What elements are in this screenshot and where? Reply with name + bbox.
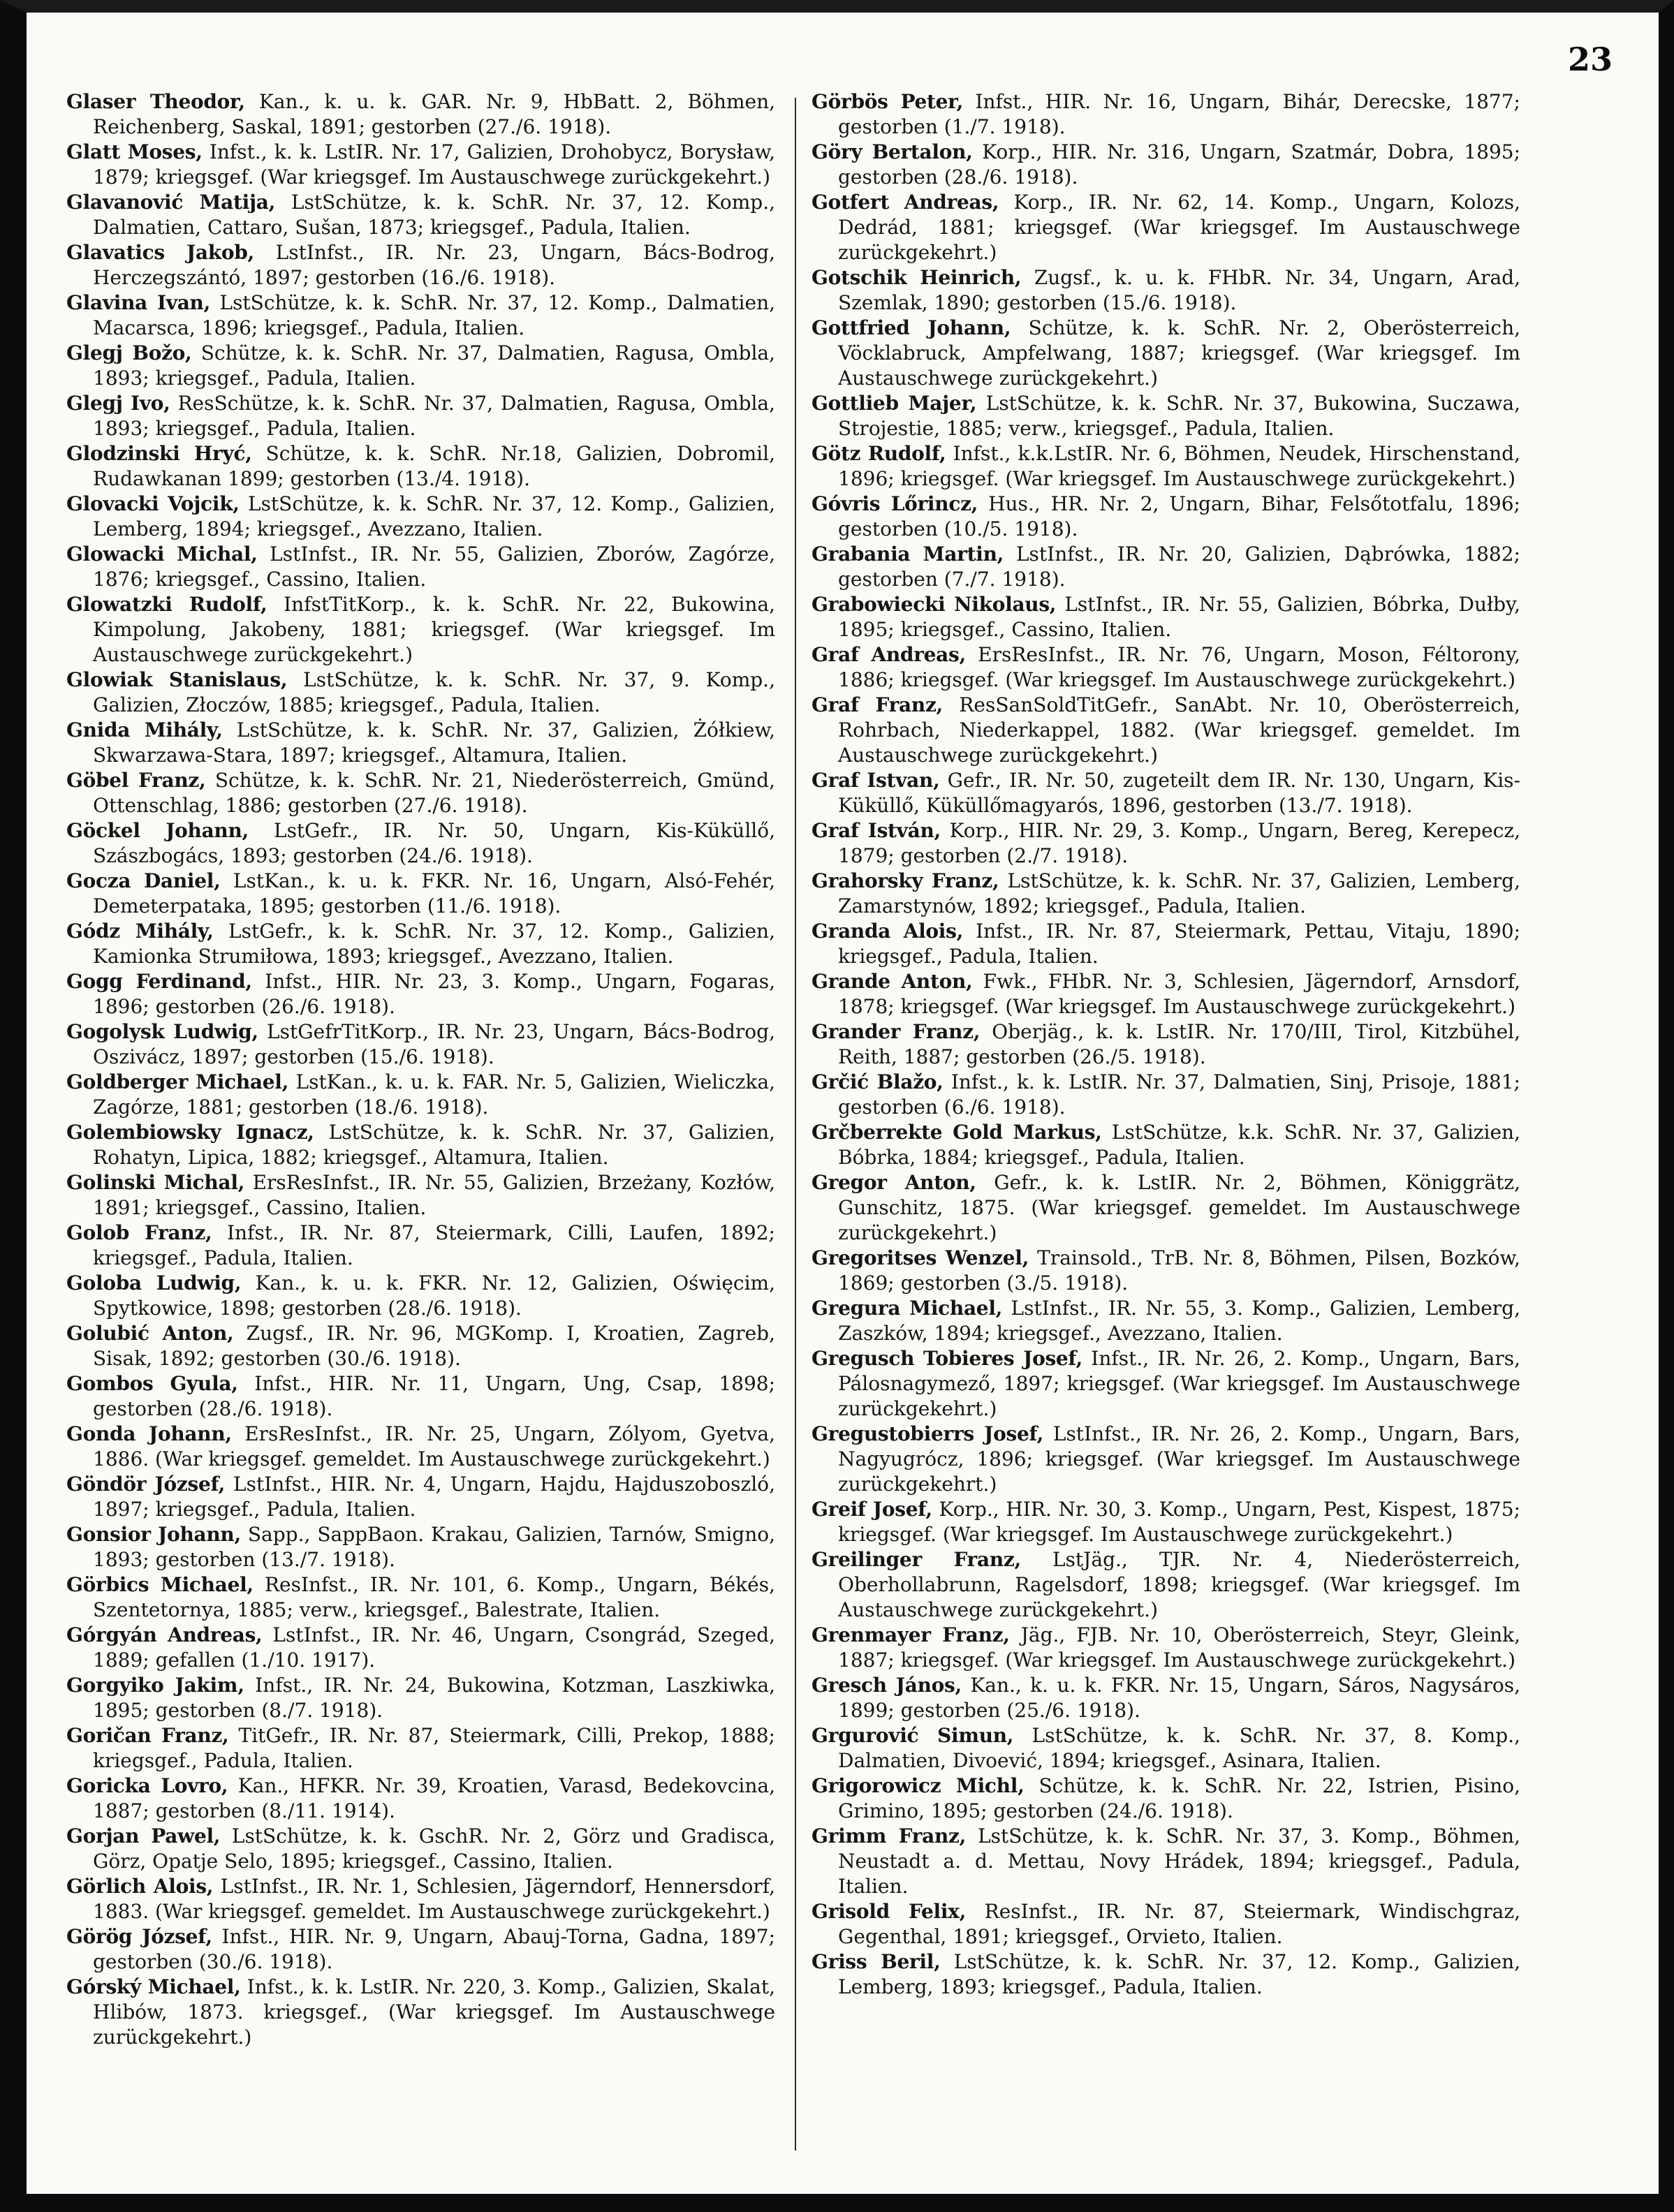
register-entry xyxy=(812,1949,1520,2000)
entry-details: Hus., HR. Nr. 2, Ungarn, Bihar, Felsőtotfalu, 1896; gestorben (10./5. 1918). xyxy=(838,492,1520,540)
register-entry xyxy=(66,668,775,718)
register-entry xyxy=(66,1774,775,1824)
entry-details: ResInfst., IR. Nr. 101, 6. Komp., Ungarn, Békés, Szentetornya, 1885; verw., kriegsgef., Balestrate, Italien. xyxy=(93,1573,775,1621)
entry-name: Gombos Gyula, xyxy=(66,1372,238,1395)
entry-details: ErsResInfst., IR. Nr. 76, Ungarn, Moson, Féltorony, 1886; kriegsgef. (War kriegsgef. Im Austauschwege zurückgekehrt.) xyxy=(838,643,1520,691)
entry-details: LstSchütze, k. k. SchR. Nr. 37, 3. Komp., Böhmen, Neustadt a. d. Mettau, Novy Hrádek, 1894; kriegsgef., Padula, Italien. xyxy=(838,1824,1520,1898)
entry-details: ResSanSoldTitGefr., SanAbt. Nr. 10, Oberösterreich, Rohrbach, Niederkappel, 1882. (War kriegsgef. gemeldet. Im Austauschwege zurückgekehrt.) xyxy=(838,693,1520,767)
register-entry xyxy=(812,1497,1520,1547)
entry-details: Korp., HIR. Nr. 316, Ungarn, Szatmár, Dobra, 1895; gestorben (28./6. 1918). xyxy=(838,140,1520,189)
register-entry xyxy=(66,919,775,969)
entry-details: Schütze, k. k. SchR. Nr. 21, Niederösterreich, Gmünd, Ottenschlag, 1886; gestorben (27./6. 1918). xyxy=(93,769,775,817)
register-entry xyxy=(812,642,1520,693)
entry-name: Glavatics Jakob, xyxy=(66,241,254,264)
entry-details: ErsResInfst., IR. Nr. 55, Galizien, Brzeżany, Kozłów, 1891; kriegsgef., Cassino, Italien. xyxy=(93,1171,775,1219)
entry-name: Gogg Ferdinand, xyxy=(66,970,252,993)
entry-name: Gregustobierrs Josef, xyxy=(812,1422,1044,1445)
entry-name: Gregoritses Wenzel, xyxy=(812,1246,1029,1269)
entry-name: Göry Bertalon, xyxy=(812,140,973,163)
entry-details: LstSchütze, k. k. SchR. Nr. 37, 12. Komp., Dalmatien, Cattaro, Sušan, 1873; kriegsgef., Padula, Italien. xyxy=(93,191,775,239)
register-entry xyxy=(66,869,775,919)
entry-details: Infst., IR. Nr. 87, Steiermark, Pettau, Vitaju, 1890; kriegsgef., Padula, Italien. xyxy=(838,920,1520,968)
entry-name: Grabania Martin, xyxy=(812,543,1004,566)
register-entry xyxy=(812,818,1520,869)
entry-details: LstInfst., IR. Nr. 55, Galizien, Bóbrka, Dułby, 1895; kriegsgef., Cassino, Italien. xyxy=(838,593,1520,641)
register-entry xyxy=(66,441,775,492)
entry-name: Grande Anton, xyxy=(812,970,973,993)
register-entry xyxy=(812,1070,1520,1120)
entry-name: Gottlieb Majer, xyxy=(812,392,977,415)
entry-name: Göbel Franz, xyxy=(66,769,206,792)
entry-details: LstSchütze, k. k. GschR. Nr. 2, Görz und Gradisca, Görz, Opatje Selo, 1895; kriegsgef., Cassino, Italien. xyxy=(93,1824,775,1873)
entry-name: Glegj Božo, xyxy=(66,341,192,364)
entry-name: Granda Alois, xyxy=(812,920,964,943)
register-entry xyxy=(66,190,775,240)
register-entry xyxy=(812,542,1520,592)
register-entry xyxy=(66,1723,775,1774)
entry-details: LstInfst., IR. Nr. 55, Galizien, Zborów, Zagórze, 1876; kriegsgef., Cassino, Italien. xyxy=(93,543,775,591)
entry-name: Graf Istvan, xyxy=(812,769,940,792)
entry-name: Grigorowicz Michl, xyxy=(812,1774,1025,1797)
register-entry xyxy=(812,969,1520,1019)
entry-name: Góvris Lőrincz, xyxy=(812,492,978,515)
register-entry xyxy=(66,718,775,768)
entry-name: Gotschik Heinrich, xyxy=(812,266,1022,289)
entry-details: Kan., HFKR. Nr. 39, Kroatien, Varasd, Bedekovcina, 1887; gestorben (8./11. 1914). xyxy=(93,1774,775,1822)
entry-name: Glavina Ivan, xyxy=(66,291,211,314)
entry-details: Schütze, k. k. SchR. Nr. 37, Dalmatien, Ragusa, Ombla, 1893; kriegsgef., Padula, Italien. xyxy=(93,341,775,390)
register-entry xyxy=(66,1572,775,1623)
register-entry xyxy=(812,265,1520,316)
register-entry xyxy=(812,1774,1520,1824)
register-entry xyxy=(812,1899,1520,1949)
entry-details: Kan., k. u. k. GAR. Nr. 9, HbBatt. 2, Böhmen, Reichenberg, Saskal, 1891; gestorben (27./6. 1918). xyxy=(93,90,775,138)
entry-name: Göckel Johann, xyxy=(66,819,249,842)
entry-name: Glowatzki Rudolf, xyxy=(66,593,267,616)
register-entry xyxy=(66,1522,775,1572)
register-entry xyxy=(812,1346,1520,1422)
register-entry xyxy=(66,240,775,290)
column-divider xyxy=(795,98,796,2151)
entry-name: Gregor Anton, xyxy=(812,1171,976,1194)
entry-name: Glegj Ivo, xyxy=(66,392,170,415)
register-entry xyxy=(66,492,775,542)
entry-name: Gnida Mihály, xyxy=(66,718,223,742)
entry-details: Infst., k. k. LstIR. Nr. 17, Galizien, Drohobycz, Borysław, 1879; kriegsgef. (War kriegsgef. Im Austauschwege zurückgekehrt.) xyxy=(93,140,775,189)
entry-name: Gregura Michael, xyxy=(812,1297,1003,1320)
register-entry xyxy=(66,969,775,1019)
entry-details: Trainsold., TrB. Nr. 8, Böhmen, Pilsen, Bozków, 1869; gestorben (3./5. 1918). xyxy=(838,1246,1520,1295)
entry-details: Kan., k. u. k. FKR. Nr. 15, Ungarn, Sáros, Nagysáros, 1899; gestorben (25./6. 1918). xyxy=(838,1674,1520,1722)
register-entry xyxy=(66,1623,775,1673)
entry-details: Korp., IR. Nr. 62, 14. Komp., Ungarn, Kolozs, Dedrád, 1881; kriegsgef. (War kriegsgef. Im Austauschwege zurückgekehrt.) xyxy=(838,191,1520,264)
entry-details: Infst., k. k. LstIR. Nr. 220, 3. Komp., Galizien, Skalat, Hlibów, 1873. kriegsgef., (War kriegsgef. Im Austauschwege zurückgekehrt.) xyxy=(93,1975,775,2049)
register-entry xyxy=(66,1371,775,1422)
entry-name: Göndör József, xyxy=(66,1473,226,1496)
entry-details: LstSchütze, k. k. SchR. Nr. 37, 12. Komp., Galizien, Lemberg, 1893; kriegsgef., Padula, Italien. xyxy=(838,1950,1520,1998)
register-entry xyxy=(812,1723,1520,1774)
register-entry xyxy=(66,1070,775,1120)
entry-name: Grabowiecki Nikolaus, xyxy=(812,593,1057,616)
register-entry xyxy=(66,818,775,869)
register-entry xyxy=(812,1019,1520,1070)
register-entry xyxy=(66,1271,775,1321)
entry-name: Greif Josef, xyxy=(812,1498,932,1521)
entry-details: LstGefr., IR. Nr. 50, Ungarn, Kis-Küküllő, Szászbogács, 1893; gestorben (24./6. 1918). xyxy=(93,819,775,867)
entry-name: Grahorsky Franz, xyxy=(812,869,999,892)
entry-name: Gogolysk Ludwig, xyxy=(66,1020,258,1043)
entry-name: Golembiowsky Ignacz, xyxy=(66,1121,314,1144)
entry-details: Korp., HIR. Nr. 30, 3. Komp., Ungarn, Pest, Kispest, 1875; kriegsgef. (War kriegsgef. Im Austauschwege zurückgekehrt.) xyxy=(838,1498,1520,1546)
register-entry xyxy=(66,1824,775,1874)
entry-name: Górský Michael, xyxy=(66,1975,241,1998)
register-entry xyxy=(66,542,775,592)
register-entry xyxy=(66,1120,775,1170)
entry-name: Gocza Daniel, xyxy=(66,869,221,892)
register-entry xyxy=(66,1472,775,1522)
entry-name: Gorgyiko Jakim, xyxy=(66,1674,244,1697)
entry-details: LstSchütze, k. k. SchR. Nr. 37, Galizien, Lemberg, Zamarstynów, 1892; kriegsgef., Padula, Italien. xyxy=(838,869,1520,917)
entry-details: LstGefrTitKorp., IR. Nr. 23, Ungarn, Bács-Bodrog, Oszivácz, 1897; gestorben (15./6. 1918). xyxy=(93,1020,775,1068)
entry-details: LstSchütze, k. k. SchR. Nr. 37, Galizien, Żółkiew, Skwarzawa-Stara, 1897; kriegsgef., Altamura, Italien. xyxy=(93,718,775,767)
entry-name: Górgyán Andreas, xyxy=(66,1623,263,1646)
register-entry xyxy=(66,290,775,341)
entry-details: LstSchütze, k. k. SchR. Nr. 37, 8. Komp., Dalmatien, Divoević, 1894; kriegsgef., Asinara, Italien. xyxy=(838,1724,1520,1772)
register-entry xyxy=(66,140,775,190)
register-entry xyxy=(66,1321,775,1371)
entry-details: Schütze, k. k. SchR. Nr. 2, Oberösterreich, Vöcklabruck, Ampfelwang, 1887; kriegsgef. (War kriegsgef. Im Austauschwege zurückgekehrt.) xyxy=(838,316,1520,390)
entry-details: Infst., IR. Nr. 24, Bukowina, Kotzman, Laszkiwka, 1895; gestorben (8./7. 1918). xyxy=(93,1674,775,1722)
entry-details: Infst., HIR. Nr. 16, Ungarn, Bihár, Derecske, 1877; gestorben (1./7. 1918). xyxy=(838,90,1520,138)
entry-name: Grčić Blažo, xyxy=(812,1070,944,1093)
register-entry xyxy=(812,492,1520,542)
entry-name: Görbös Peter, xyxy=(812,90,964,113)
entry-name: Görbics Michael, xyxy=(66,1573,254,1596)
entry-name: Goricka Lovro, xyxy=(66,1774,228,1797)
entry-name: Griss Beril, xyxy=(812,1950,941,1973)
register-entry xyxy=(66,89,775,140)
register-entry xyxy=(812,1824,1520,1899)
entry-details: LstInfst., IR. Nr. 26, 2. Komp., Ungarn, Bars, Nagyugrócz, 1896; kriegsgef. (War kriegsgef. Im Austauschwege zurückgekehrt.) xyxy=(838,1422,1520,1496)
entry-details: Zugsf., k. u. k. FHbR. Nr. 34, Ungarn, Arad, Szemlak, 1890; gestorben (15./6. 1918). xyxy=(838,266,1520,314)
register-entry xyxy=(66,768,775,818)
entry-name: Goloba Ludwig, xyxy=(66,1271,242,1295)
entry-name: Gorjan Pawel, xyxy=(66,1824,221,1848)
entry-details: Schütze, k. k. SchR. Nr. 22, Istrien, Pisino, Grimino, 1895; gestorben (24./6. 1918). xyxy=(838,1774,1520,1822)
entry-name: Grenmayer Franz, xyxy=(812,1623,1010,1646)
register-entry xyxy=(66,1019,775,1070)
entry-name: Görög József, xyxy=(66,1925,212,1948)
entry-details: Infst., k.k.LstIR. Nr. 6, Böhmen, Neudek, Hirschenstand, 1896; kriegsgef. (War kriegsgef. Im Austauschwege zurückgekehrt.) xyxy=(838,442,1520,490)
register-entry xyxy=(66,1170,775,1221)
entry-details: Kan., k. u. k. FKR. Nr. 12, Galizien, Oświęcim, Spytkowice, 1898; gestorben (28./6. 1918). xyxy=(93,1271,775,1320)
entry-details: LstInfst., IR. Nr. 46, Ungarn, Csongrád, Szeged, 1889; gefallen (1./10. 1917). xyxy=(93,1623,775,1672)
left-column xyxy=(66,89,775,2177)
register-entry xyxy=(66,1874,775,1924)
register-entry xyxy=(66,592,775,668)
register-entry xyxy=(66,341,775,391)
register-entry xyxy=(812,919,1520,969)
entry-name: Grčberrekte Gold Markus, xyxy=(812,1121,1102,1144)
entry-name: Golinski Michal, xyxy=(66,1171,245,1194)
entry-name: Grisold Felix, xyxy=(812,1900,967,1923)
entry-details: LstSchütze, k. k. SchR. Nr. 37, 12. Komp., Dalmatien, Macarsca, 1896; kriegsgef., Padula, Italien. xyxy=(93,291,775,339)
register-entry xyxy=(812,1547,1520,1623)
entry-name: Glowacki Michal, xyxy=(66,543,258,566)
entry-details: Gefr., k. k. LstIR. Nr. 2, Böhmen, Königgrätz, Gunschitz, 1875. (War kriegsgef. gemeldet. Im Austauschwege zurückgekehrt.) xyxy=(838,1171,1520,1244)
register-entry xyxy=(812,1422,1520,1497)
register-entry xyxy=(66,391,775,441)
register-entry xyxy=(812,316,1520,391)
entry-details: Sapp., SappBaon. Krakau, Galizien, Tarnów, Smigno, 1893; gestorben (13./7. 1918). xyxy=(93,1523,775,1571)
entry-details: LstKan., k. u. k. FKR. Nr. 16, Ungarn, Alsó-Fehér, Demeterpataka, 1895; gestorben (11./6. 1918). xyxy=(93,869,775,917)
entry-details: LstSchütze, k. k. SchR. Nr. 37, Bukowina, Suczawa, Strojestie, 1885; verw., kriegsgef., Padula, Italien. xyxy=(838,392,1520,440)
entry-details: TitGefr., IR. Nr. 87, Steiermark, Cilli, Prekop, 1888; kriegsgef., Padula, Italien. xyxy=(93,1724,775,1772)
entry-name: Golubić Anton, xyxy=(66,1322,234,1345)
entry-details: Gefr., IR. Nr. 50, zugeteilt dem IR. Nr. 130, Ungarn, Kis-Küküllő, Küküllőmagyarós, 1896, gestorben (13./7. 1918). xyxy=(838,769,1520,817)
entry-name: Glowiak Stanislaus, xyxy=(66,668,288,691)
entry-name: Grimm Franz, xyxy=(812,1824,967,1848)
entry-details: Infst., HIR. Nr. 11, Ungarn, Ung, Csap, 1898; gestorben (28./6. 1918). xyxy=(93,1372,775,1420)
entry-details: LstInfst., IR. Nr. 1, Schlesien, Jägerndorf, Hennersdorf, 1883. (War kriegsgef. gemeldet. Im Austauschwege zurückgekehrt.) xyxy=(93,1875,775,1923)
entry-name: Gresch János, xyxy=(812,1674,962,1697)
entry-name: Gregusch Tobieres Josef, xyxy=(812,1347,1082,1370)
entry-name: Gottfried Johann, xyxy=(812,316,1011,339)
entry-name: Graf Andreas, xyxy=(812,643,966,666)
entry-name: Goldberger Michael, xyxy=(66,1070,289,1093)
entry-details: Korp., HIR. Nr. 29, 3. Komp., Ungarn, Bereg, Kerepecz, 1879; gestorben (2./7. 1918). xyxy=(838,819,1520,867)
entry-details: LstSchütze, k. k. SchR. Nr. 37, Galizien, Rohatyn, Lipica, 1882; kriegsgef., Altamura, Italien. xyxy=(93,1121,775,1169)
register-entry xyxy=(812,391,1520,441)
entry-details: ResInfst., IR. Nr. 87, Steiermark, Windischgraz, Gegenthal, 1891; kriegsgef., Orvieto, Italien. xyxy=(838,1900,1520,1948)
entry-name: Grander Franz, xyxy=(812,1020,981,1043)
register-entry xyxy=(812,869,1520,919)
entry-details: ErsResInfst., IR. Nr. 25, Ungarn, Zólyom, Gyetva, 1886. (War kriegsgef. gemeldet. Im Austauschwege zurückgekehrt.) xyxy=(93,1422,775,1470)
entry-name: Glatt Moses, xyxy=(66,140,203,163)
register-entry xyxy=(812,768,1520,818)
page-number: 23 xyxy=(1567,40,1613,78)
entry-name: Gotfert Andreas, xyxy=(812,191,999,214)
entry-details: LstKan., k. u. k. FAR. Nr. 5, Galizien, Wieliczka, Zagórze, 1881; gestorben (18./6. 1918). xyxy=(93,1070,775,1119)
register-entry xyxy=(812,592,1520,642)
register-entry xyxy=(812,1120,1520,1170)
entry-details: LstInfst., HIR. Nr. 4, Ungarn, Hajdu, Hajduszoboszló, 1897; kriegsgef., Padula, Italien. xyxy=(93,1473,775,1521)
entry-name: Glovacki Vojcik, xyxy=(66,492,240,515)
register-entry xyxy=(812,89,1520,140)
entry-details: Oberjäg., k. k. LstIR. Nr. 170/III, Tirol, Kitzbühel, Reith, 1887; gestorben (26./5. 1918). xyxy=(838,1020,1520,1068)
register-entry xyxy=(812,1170,1520,1246)
entry-name: Gódz Mihály, xyxy=(66,920,214,943)
entry-name: Graf Franz, xyxy=(812,693,944,716)
entry-details: LstSchütze, k.k. SchR. Nr. 37, Galizien, Bóbrka, 1884; kriegsgef., Padula, Italien. xyxy=(838,1121,1520,1169)
entry-details: Fwk., FHbR. Nr. 3, Schlesien, Jägerndorf, Arnsdorf, 1878; kriegsgef. (War kriegsgef. Im Austauschwege zurückgekehrt.) xyxy=(838,970,1520,1018)
entry-name: Götz Rudolf, xyxy=(812,442,946,465)
entry-details: LstInfst., IR. Nr. 23, Ungarn, Bács-Bodrog, Herczegszántó, 1897; gestorben (16./6. 1918). xyxy=(93,241,775,289)
right-column xyxy=(812,89,1520,2177)
entry-details: LstJäg., TJR. Nr. 4, Niederösterreich, Oberhollabrunn, Ragelsdorf, 1898; kriegsgef. (War kriegsgef. Im Austauschwege zurückgekehrt.) xyxy=(838,1548,1520,1621)
register-entry xyxy=(812,1246,1520,1296)
register-entry xyxy=(66,1673,775,1723)
register-entry xyxy=(66,1422,775,1472)
entry-details: LstInfst., IR. Nr. 55, 3. Komp., Galizien, Lemberg, Zaszków, 1894; kriegsgef., Avezzano, Italien. xyxy=(838,1297,1520,1345)
register-entry xyxy=(66,1924,775,1975)
entry-name: Gonsior Johann, xyxy=(66,1523,241,1546)
register-entry xyxy=(66,1221,775,1271)
entry-details: Jäg., FJB. Nr. 10, Oberösterreich, Steyr, Gleink, 1887; kriegsgef. (War kriegsgef. Im Austauschwege zurückgekehrt.) xyxy=(838,1623,1520,1672)
entry-name: Grgurović Simun, xyxy=(812,1724,1014,1747)
register-entry xyxy=(812,1673,1520,1723)
entry-name: Glaser Theodor, xyxy=(66,90,245,113)
entry-name: Gonda Johann, xyxy=(66,1422,232,1445)
entry-details: Infst., HIR. Nr. 23, 3. Komp., Ungarn, Fogaras, 1896; gestorben (26./6. 1918). xyxy=(93,970,775,1018)
register-entry xyxy=(812,693,1520,768)
register-entry xyxy=(812,140,1520,190)
register-entry xyxy=(812,1296,1520,1346)
entry-name: Glavanović Matija, xyxy=(66,191,276,214)
entry-name: Golob Franz, xyxy=(66,1221,212,1244)
entry-details: LstInfst., IR. Nr. 20, Galizien, Dąbrówka, 1882; gestorben (7./7. 1918). xyxy=(838,543,1520,591)
entry-details: Infst., IR. Nr. 87, Steiermark, Cilli, Laufen, 1892; kriegsgef., Padula, Italien. xyxy=(93,1221,775,1269)
entry-name: Greilinger Franz, xyxy=(812,1548,1021,1571)
entry-details: LstGefr., k. k. SchR. Nr. 37, 12. Komp., Galizien, Kamionka Strumiłowa, 1893; kriegsgef., Avezzano, Italien. xyxy=(93,920,775,968)
register-entry xyxy=(812,1623,1520,1673)
register-entry xyxy=(812,190,1520,265)
entry-name: Goričan Franz, xyxy=(66,1724,229,1747)
entry-details: Infst., HIR. Nr. 9, Ungarn, Abauj-Torna, Gadna, 1897; gestorben (30./6. 1918). xyxy=(93,1925,775,1973)
register-entry xyxy=(812,441,1520,492)
entry-name: Graf István, xyxy=(812,819,941,842)
entry-name: Glodzinski Hryć, xyxy=(66,442,252,465)
entry-details: Infst., k. k. LstIR. Nr. 37, Dalmatien, Sinj, Prisoje, 1881; gestorben (6./6. 1918). xyxy=(838,1070,1520,1119)
entry-details: InfstTitKorp., k. k. SchR. Nr. 22, Bukowina, Kimpolung, Jakobeny, 1881; kriegsgef. (War kriegsgef. Im Austauschwege zurückgekehrt.) xyxy=(93,593,775,666)
entry-name: Görlich Alois, xyxy=(66,1875,214,1898)
entry-details: Schütze, k. k. SchR. Nr.18, Galizien, Dobromil, Rudawkanan 1899; gestorben (13./4. 1918). xyxy=(93,442,775,490)
entry-details: Infst., IR. Nr. 26, 2. Komp., Ungarn, Bars, Pálosnagymező, 1897; kriegsgef. (War kriegsgef. Im Austauschwege zurückgekehrt.) xyxy=(838,1347,1520,1420)
entry-details: Zugsf., IR. Nr. 96, MGKomp. I, Kroatien, Zagreb, Sisak, 1892; gestorben (30./6. 1918). xyxy=(93,1322,775,1370)
entry-details: ResSchütze, k. k. SchR. Nr. 37, Dalmatien, Ragusa, Ombla, 1893; kriegsgef., Padula, Italien. xyxy=(93,392,775,440)
register-entry xyxy=(66,1975,775,2050)
entry-details: LstSchütze, k. k. SchR. Nr. 37, 12. Komp., Galizien, Lemberg, 1894; kriegsgef., Avezzano, Italien. xyxy=(93,492,775,540)
entry-details: LstSchütze, k. k. SchR. Nr. 37, 9. Komp., Galizien, Złoczów, 1885; kriegsgef., Padula, Italien. xyxy=(93,668,775,716)
